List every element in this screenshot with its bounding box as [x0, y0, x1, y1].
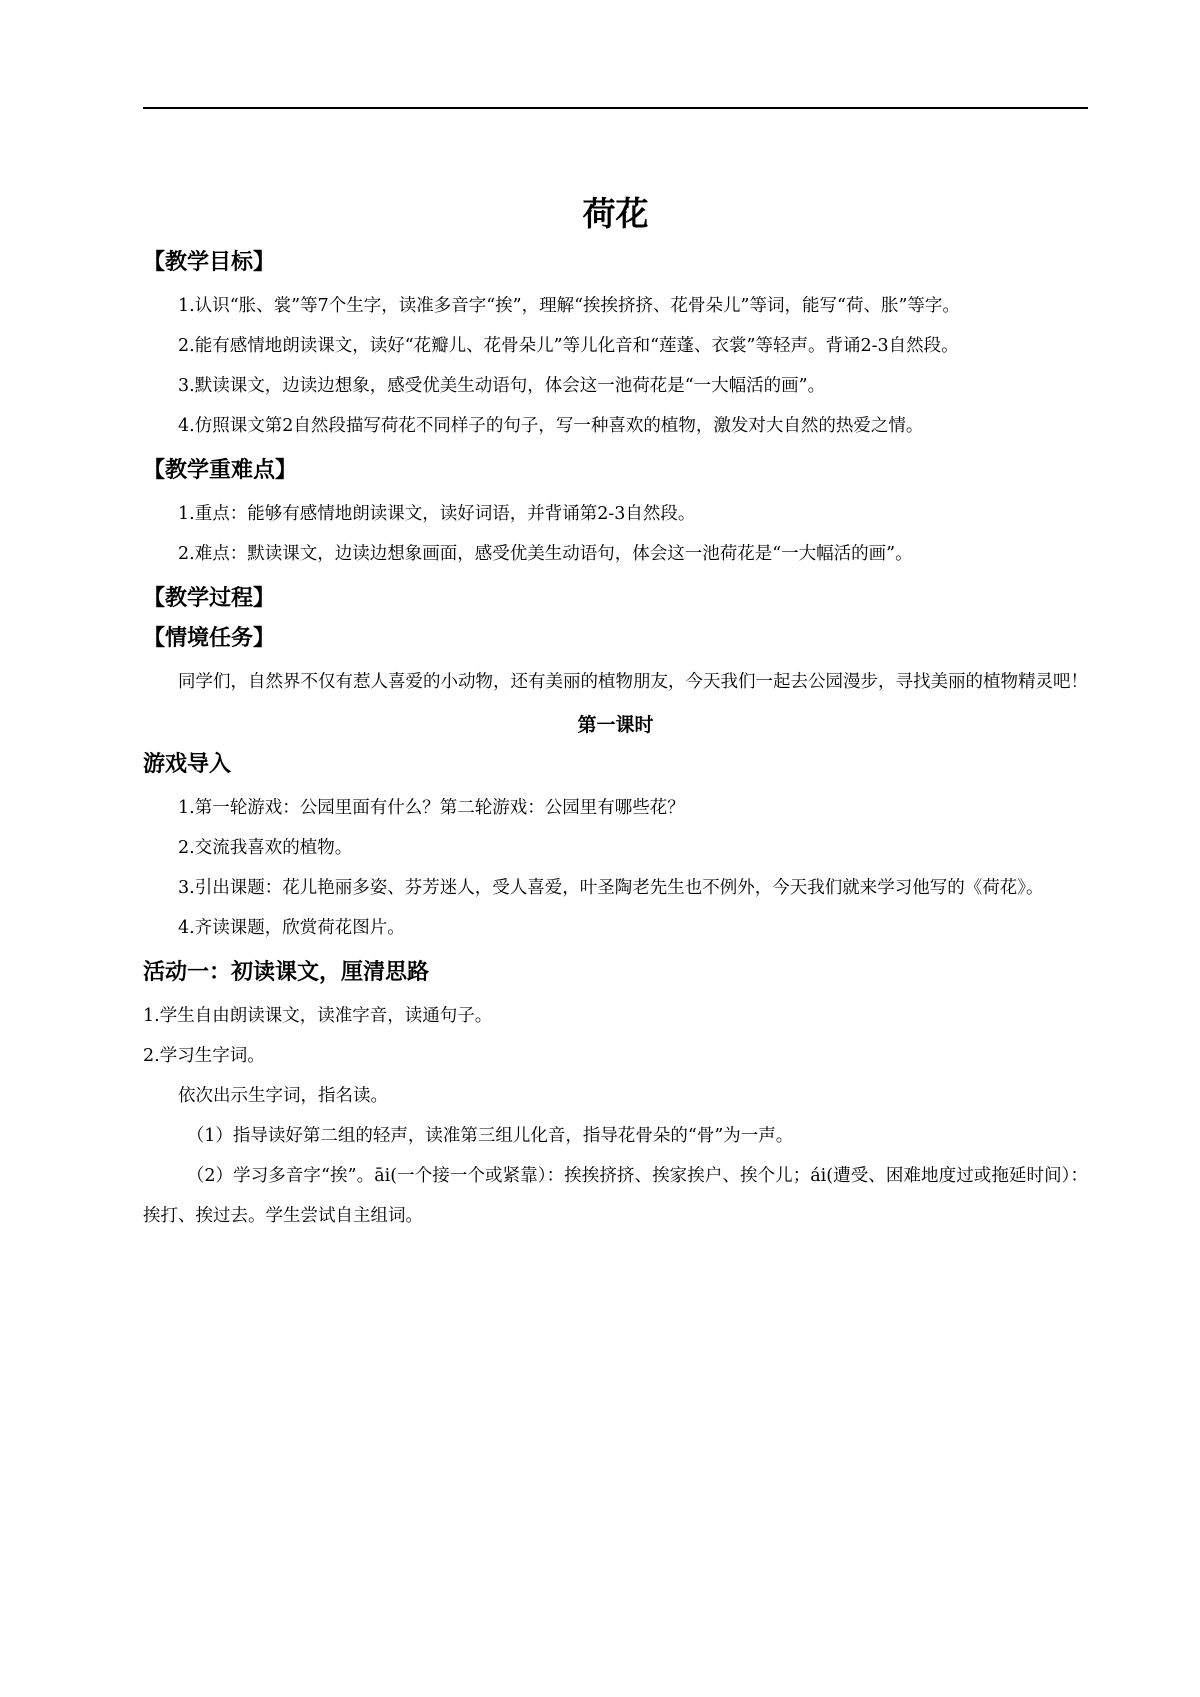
- key-point-item: 2.难点：默读课文，边读边想象画面，感受优美生动语句，体会这一池荷花是“一大幅活的画”。: [178, 544, 913, 564]
- game-item: 4.齐读课题，欣赏荷花图片。: [178, 918, 405, 938]
- document-body: [143, 190, 1088, 1236]
- activity-one-item: 1.学生自由朗读课文，读准字音，读通句子。: [143, 1006, 493, 1026]
- game-item: 2.交流我喜欢的植物。: [178, 838, 353, 858]
- key-point-item: 1.重点：能够有感情地朗读课文，读好词语，并背诵第2-3自然段。: [178, 504, 696, 524]
- goals-heading: 【教学目标】: [143, 250, 276, 275]
- activity-one-subitem: （1）指导读好第二组的轻声，读准第三组儿化音，指导花骨朵的“骨”为一声。: [186, 1126, 794, 1146]
- game-item: 3.引出课题：花儿艳丽多姿、芬芳迷人，受人喜爱，叶圣陶老先生也不例外，今天我们就来学习他写的《荷花》。: [178, 878, 1044, 898]
- key-points-heading: 【教学重难点】: [143, 458, 298, 483]
- lesson-one-heading: 第一课时: [577, 714, 654, 736]
- situation-heading: 【情境任务】: [143, 626, 276, 651]
- situation-text: 同学们，自然界不仅有惹人喜爱的小动物，还有美丽的植物朋友，今天我们一起去公园漫步，寻找美丽的植物精灵吧！: [178, 672, 1088, 692]
- activity-one-heading: 活动一：初读课文，厘清思路: [143, 960, 430, 985]
- goal-item: 3.默读课文，边读边想象，感受优美生动语句，体会这一池荷花是“一大幅活的画”。: [178, 376, 826, 396]
- goal-item: 2.能有感情地朗读课文，读好“花瓣儿、花骨朵儿”等儿化音和“莲蓬、衣裳”等轻声。背诵2-3自然段。: [178, 336, 959, 356]
- activity-one-item: 2.学习生字词。: [143, 1046, 265, 1066]
- goal-item: 4.仿照课文第2自然段描写荷花不同样子的句子，写一种喜欢的植物，激发对大自然的热爱之情。: [178, 416, 924, 436]
- activity-one-subitem: （2）学习多音字“挨”。āi(一个接一个或紧靠）：挨挨挤挤、挨家挨户、挨个儿；ái(遭受、困难地度过或拖延时间）：挨打、挨过去。学生尝试自主组词。: [143, 1166, 1088, 1226]
- process-heading: 【教学过程】: [143, 586, 276, 611]
- game-intro-heading: 游戏导入: [143, 752, 232, 777]
- goal-item: 1.认识“胀、裳”等7个生字，读准多音字“挨”，理解“挨挨挤挤、花骨朵儿”等词，能写“荷、胀”等字。: [178, 296, 960, 316]
- header-rule: [143, 107, 1088, 109]
- activity-one-intro: 依次出示生字词，指名读。: [178, 1086, 388, 1106]
- document-title: 荷花: [582, 194, 649, 233]
- game-item: 1.第一轮游戏：公园里面有什么？第二轮游戏：公园里有哪些花？: [178, 798, 685, 818]
